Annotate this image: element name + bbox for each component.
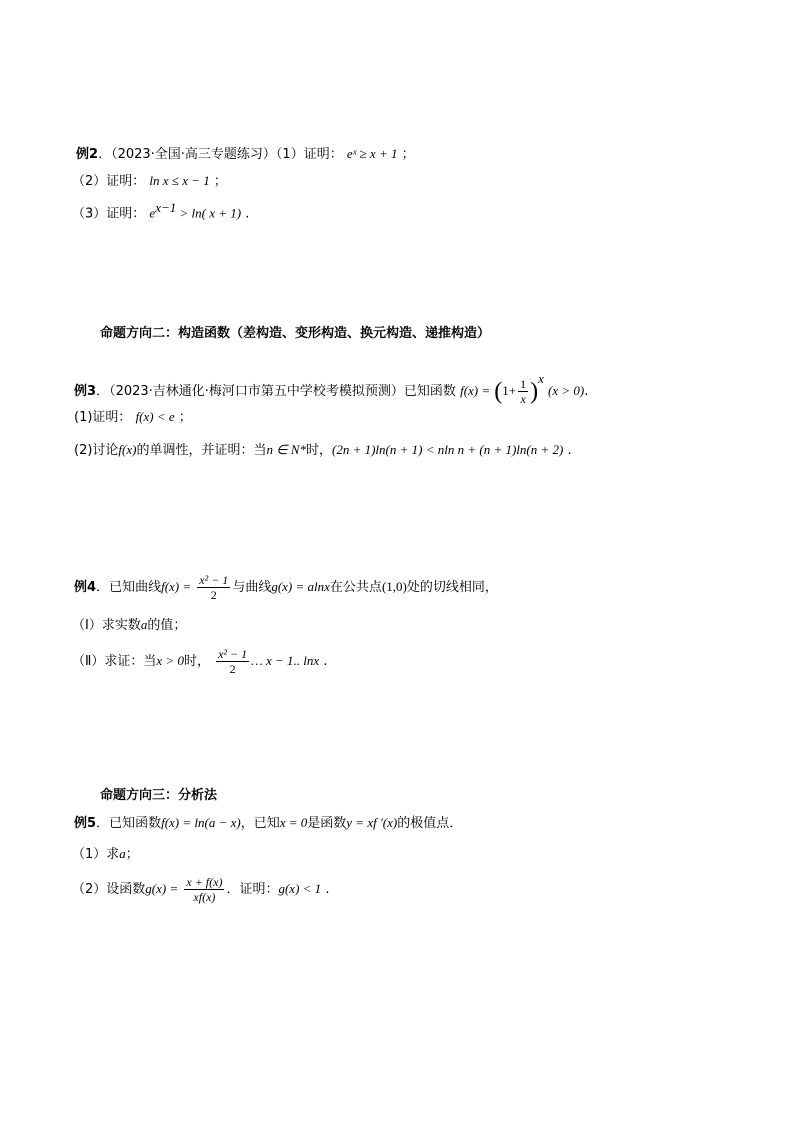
ex4-p2-end: . bbox=[323, 654, 328, 669]
ex2-line2 bbox=[72, 172, 227, 191]
ex5-p2-num: x + f(x) bbox=[186, 875, 223, 889]
ex2-line1: 例2．（2023·全国·高三专题练习）（1）证明： eˣ ≥ x + 1 ； bbox=[76, 146, 415, 162]
ex2-part3-prefix: （3）证明： bbox=[72, 206, 146, 222]
ex3-p2-mid2: 时， bbox=[305, 443, 332, 458]
ex4-pt: (1,0) bbox=[381, 579, 407, 594]
ex2-num: 2 bbox=[89, 147, 99, 162]
ex2-part3-rest: > ln( x + 1) bbox=[176, 205, 242, 221]
ex4-p2-frac-num: x² − 1 bbox=[218, 647, 248, 661]
ex3-p2-func: f(x) bbox=[118, 442, 137, 457]
ex3-p2 bbox=[74, 441, 572, 460]
ex4-line1 bbox=[74, 571, 498, 604]
ex3-cond: (x > 0) bbox=[548, 383, 585, 398]
ex5-cond: x = 0 bbox=[279, 815, 308, 830]
ex2-part1-math: eˣ ≥ x + 1 bbox=[346, 146, 398, 161]
ex3-p1 bbox=[74, 408, 192, 427]
ex5-pre: ．已知函数 bbox=[96, 816, 162, 831]
ex3-frac-num: 1 bbox=[520, 377, 527, 391]
ex5-mid2: 是函数 bbox=[307, 816, 347, 831]
ex5-end: 的极值点． bbox=[397, 816, 463, 831]
ex5-mid: ，已知 bbox=[240, 816, 280, 831]
ex3-line1: 例3．（2023·吉林通化·梅河口市第五中学校考模拟预测）已知函数 f(x) = (1+ $\frac{1}{x}$ )$^x$ (x > 0). bbox=[74, 371, 589, 406]
ex3-p1-math: f(x) < e bbox=[135, 409, 175, 424]
ex3-p2-cond: n ∈ N* bbox=[266, 442, 306, 457]
ex5-p2-mid: ．证明： bbox=[226, 882, 279, 897]
ex3-end: . bbox=[584, 384, 589, 399]
ex5-p2-frac bbox=[184, 875, 224, 904]
ex5-p1-end: ； bbox=[125, 847, 139, 862]
ex4-g: g(x) = alnx bbox=[271, 579, 330, 594]
ex3-exp: x bbox=[538, 371, 544, 386]
ex4-frac-den: 2 bbox=[210, 588, 217, 602]
ex4-num: 4 bbox=[87, 580, 97, 595]
direction2-heading: 命题方向二：构造函数（差构造、变形构造、换元构造、递推构造） bbox=[100, 326, 491, 341]
ex4-label: 例 bbox=[74, 580, 88, 595]
ex5-p1 bbox=[72, 845, 139, 864]
ex4-p1 bbox=[72, 616, 186, 635]
ex4-frac-num: x² − 1 bbox=[199, 573, 229, 587]
ex5-p2-den: xf(x) bbox=[193, 890, 216, 904]
ex2-label: 例 bbox=[76, 147, 90, 162]
ex5-p2 bbox=[72, 872, 329, 907]
ex2-part2-prefix: （2）证明： bbox=[72, 174, 146, 189]
ex5-p2-math: g(x) < 1 bbox=[278, 881, 322, 896]
ex2-part3-end: . bbox=[245, 206, 250, 222]
ex3-close-paren: ) bbox=[530, 378, 539, 405]
ex3-func: f(x) = bbox=[460, 383, 491, 398]
ex4-p2-frac bbox=[216, 647, 249, 676]
ex4-p2 bbox=[72, 645, 327, 678]
ex3-frac bbox=[518, 377, 528, 406]
ex2-part3-base: e bbox=[149, 205, 156, 221]
ex4-p2-text: （Ⅱ）求证：当 bbox=[72, 654, 157, 669]
ex5-func: f(x) = ln(a − x) bbox=[161, 815, 241, 830]
ex5-p1-text: （1）求 bbox=[72, 847, 120, 862]
ex3-frac-den: x bbox=[520, 392, 526, 406]
ex2-line3 bbox=[72, 199, 249, 223]
ex4-p2-mid: 时， bbox=[183, 654, 210, 669]
ex3-p1-prefix: (1)证明： bbox=[74, 410, 132, 425]
ex4-frac bbox=[197, 573, 230, 602]
ex5-label: 例 bbox=[74, 816, 88, 831]
ex4-end: 处的切线相同， bbox=[406, 580, 498, 595]
ex4-mid2: 在公共点 bbox=[329, 580, 382, 595]
ex3-p2-math: (2n + 1)ln(n + 1) < nln n + (n + 1)ln(n + 2) bbox=[332, 442, 564, 457]
ex2-part2-end: ； bbox=[213, 174, 227, 189]
ex4-mid: 与曲线 bbox=[232, 580, 272, 595]
ex4-p1-var: a bbox=[140, 617, 148, 632]
ex2-part2-math: ln x ≤ x − 1 bbox=[149, 173, 210, 188]
ex3-p2-mid: 的单调性，并证明：当 bbox=[136, 443, 267, 458]
ex3-label: 例 bbox=[74, 384, 88, 399]
ex2-part1-end: ； bbox=[401, 147, 415, 162]
ex4-func: f(x) = bbox=[161, 579, 192, 594]
ex2-part3-exp: x−1 bbox=[155, 200, 177, 215]
ex5-p2-end: . bbox=[325, 882, 330, 897]
ex4-p2-cond: x > 0 bbox=[156, 653, 184, 668]
ex2-source: （2023·全国·高三专题练习）（1）证明： bbox=[111, 147, 343, 162]
ex3-source: （2023·吉林通化·梅河口市第五中学校考模拟预测）已知函数 bbox=[109, 384, 456, 399]
ex5-line1 bbox=[74, 814, 462, 833]
ex3-num: 3 bbox=[87, 384, 97, 399]
ex3-open-paren: ( bbox=[494, 378, 503, 405]
ex3-p2-prefix: (2)讨论 bbox=[74, 443, 119, 458]
ex5-num: 5 bbox=[87, 816, 97, 831]
ex5-p2-text: （2）设函数 bbox=[72, 882, 146, 897]
ex4-p2-frac-den: 2 bbox=[229, 662, 236, 676]
ex5-func2: y = xf ′(x) bbox=[346, 815, 398, 830]
direction3-heading: 命题方向三：分析法 bbox=[100, 788, 218, 803]
ex4-p1-text: （Ⅰ）求实数 bbox=[72, 618, 141, 633]
ex5-p1-var: a bbox=[119, 846, 126, 861]
ex4-p1-end: 的值； bbox=[147, 618, 187, 633]
ex4-p2-rest: … x − 1.. lnx bbox=[251, 653, 320, 668]
ex4-pre: ．已知曲线 bbox=[96, 580, 162, 595]
ex3-p2-end: . bbox=[567, 443, 572, 458]
ex3-p1-end: ； bbox=[178, 410, 192, 425]
ex5-p2-g: g(x) = bbox=[145, 881, 179, 896]
